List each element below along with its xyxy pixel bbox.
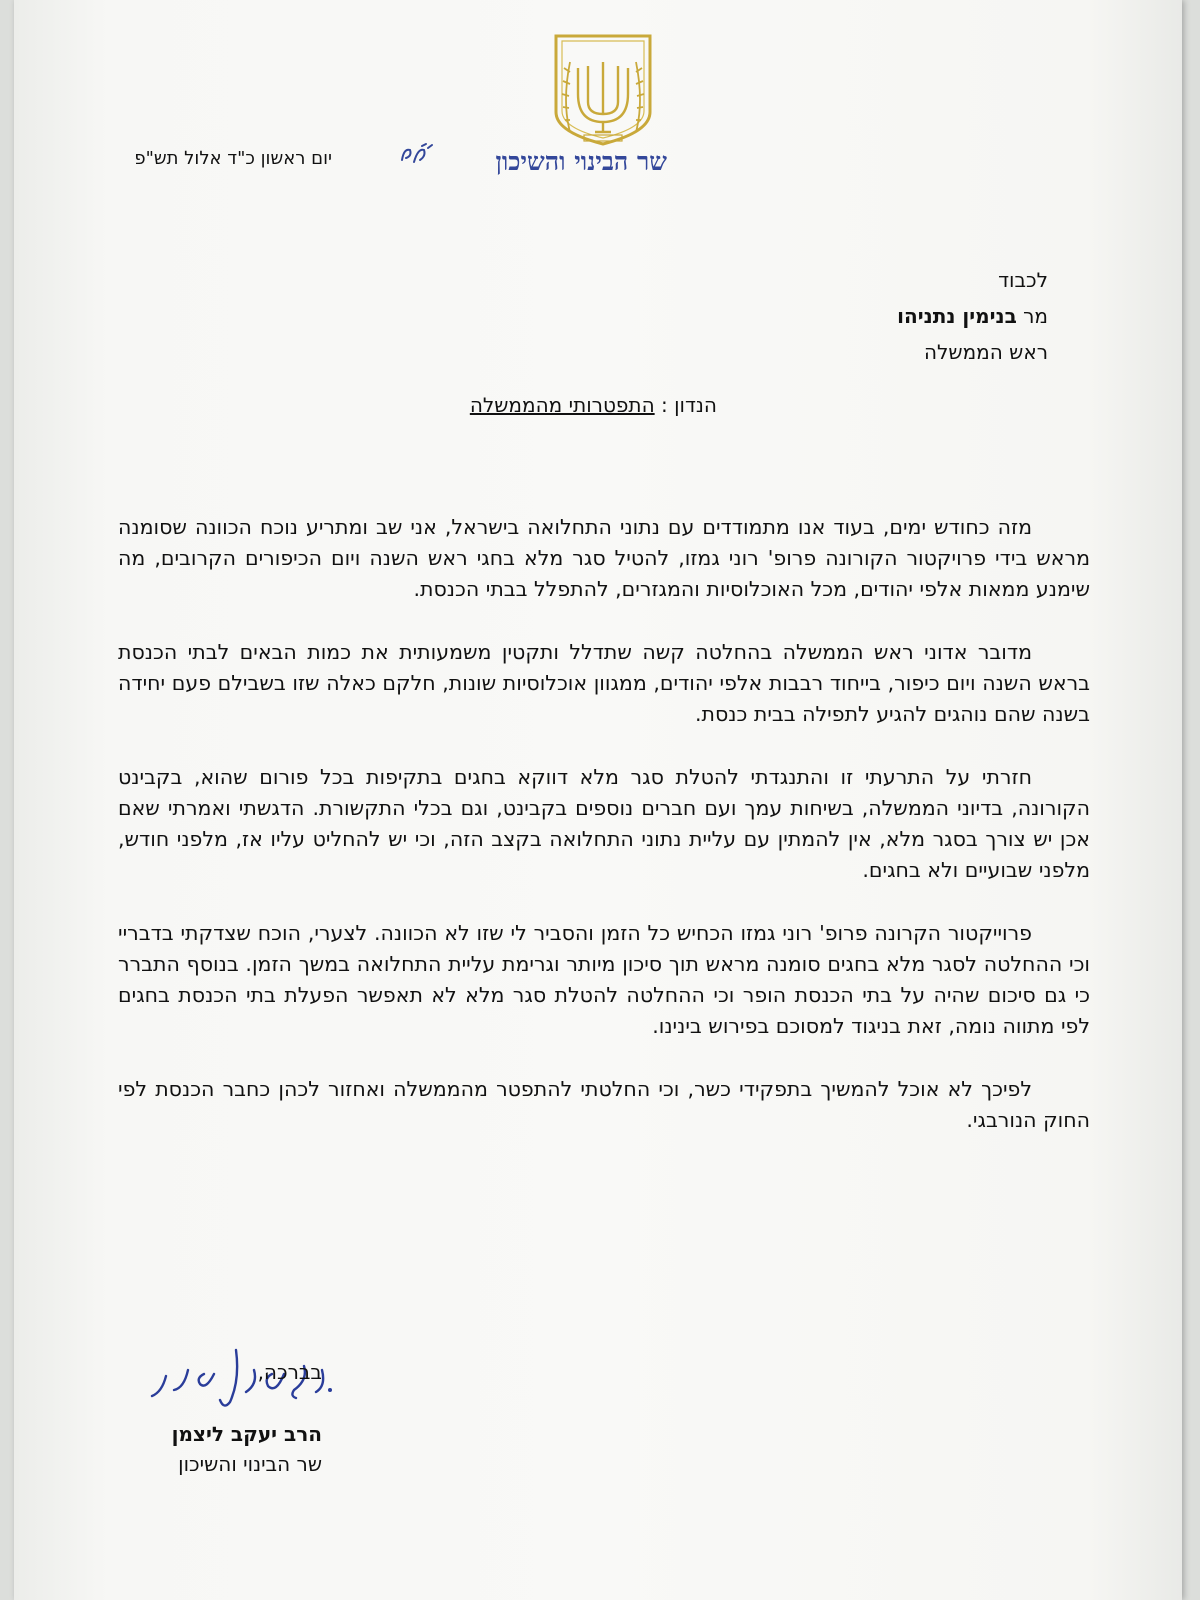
body-paragraph: לפיכך לא אוכל להמשיך בתפקידי כשר, וכי החלטתי להתפטר מהממשלה ואחזור לכהן כחבר הכנסת לפי החוק הנורבגי. <box>118 1077 1090 1132</box>
letter-page <box>14 0 1182 1600</box>
body-paragraph: מזה כחודש ימים, בעוד אנו מתמודדים עם נתוני התחלואה בישראל, אני שב ומתריע נוכח הכוונה שסומנה מראש בידי פרויקטור הקורונה פרופ' רוני גמזו, להטיל סגר מלא בחגי ראש השנה ויום הכיפורים הקרובים, מה שימנע ממאות אלפי יהודים, מכל האוכלוסיות והמגזרים, להתפלל בבתי הכנסת. <box>118 515 1090 601</box>
salutation: לכבוד <box>998 268 1048 292</box>
signer-name: הרב יעקב ליצמן <box>171 1422 322 1446</box>
bsd-mark <box>398 142 436 168</box>
subject-text: התפטרותי מהממשלה <box>469 393 655 417</box>
subject-line <box>470 393 717 417</box>
addressee-name: בנימין נתניהו <box>897 304 1017 328</box>
body-paragraph: פרוייקטור הקרונה פרופ' רוני גמזו הכחיש כל הזמן והסביר לי שזו לא הכוונה. לצערי, הוכח שצדקתי בדבריי וכי ההחלטה לסגר מלא בחגים סומנה מראש תוך סיכון מיותר וגרימת עליית התחלואה במשך הזמן. בנוסף התברר כי גם סיכום שהיה על בתי הכנסת הופר וכי ההחלטה להטלת סגר מלא לא תאפשר הפעלת בתי הכנסת בחגים לפי מתווה נומה, זאת בניגוד למסוכם בפירוש בינינו. <box>118 921 1090 1038</box>
letter-date: יום ראשון כ"ד אלול תש"פ <box>134 148 332 169</box>
body-paragraph: מדובר אדוני ראש הממשלה בהחלטה קשה שתדלל ותקטין משמעותית את כמות הבאים לבתי הכנסת בראש השנה ויום כיפור, בייחוד רבבות אלפי יהודים, ממגוון אוכלוסיות שונות, חלקם כאלה שזו בשבילם פעם יחידה בשנה שהם נוהגים להגיע לתפילה בבית כנסת. <box>118 640 1090 726</box>
body-paragraph: חזרתי על התרעתי זו והתנגדתי להטלת סגר מלא דווקא בחגים בתקיפות בכל פורום שהוא, בקבינט הקורונה, בדיוני הממשלה, בשיחות עמך ועם חברים נוספים בקבינט, וגם בכלי התקשורת. הדגשתי ואמרתי שאם אכן יש צורך בסגר מלא, אין להמתין עם עליית נתוני התחלואה בקצב הזה, וכי יש להחליט עליו אז, מלפני חודש, מלפני שבועיים ולא בחגים. <box>118 765 1090 882</box>
subject-label: הנדון : <box>661 393 717 417</box>
closing-block <box>172 1360 322 1476</box>
letter-body <box>118 512 1090 1168</box>
addressee-block <box>897 262 1048 370</box>
closing-greeting: בברכה, <box>257 1360 322 1384</box>
addressee-prefix: מר <box>1023 304 1048 328</box>
ministry-title: שר הבינוי והשיכון <box>495 147 667 176</box>
addressee-title: ראש הממשלה <box>923 340 1048 364</box>
addressee-line <box>897 298 1048 334</box>
state-emblem-menorah-icon <box>548 32 658 147</box>
signer-title: שר הבינוי והשיכון <box>178 1452 322 1476</box>
